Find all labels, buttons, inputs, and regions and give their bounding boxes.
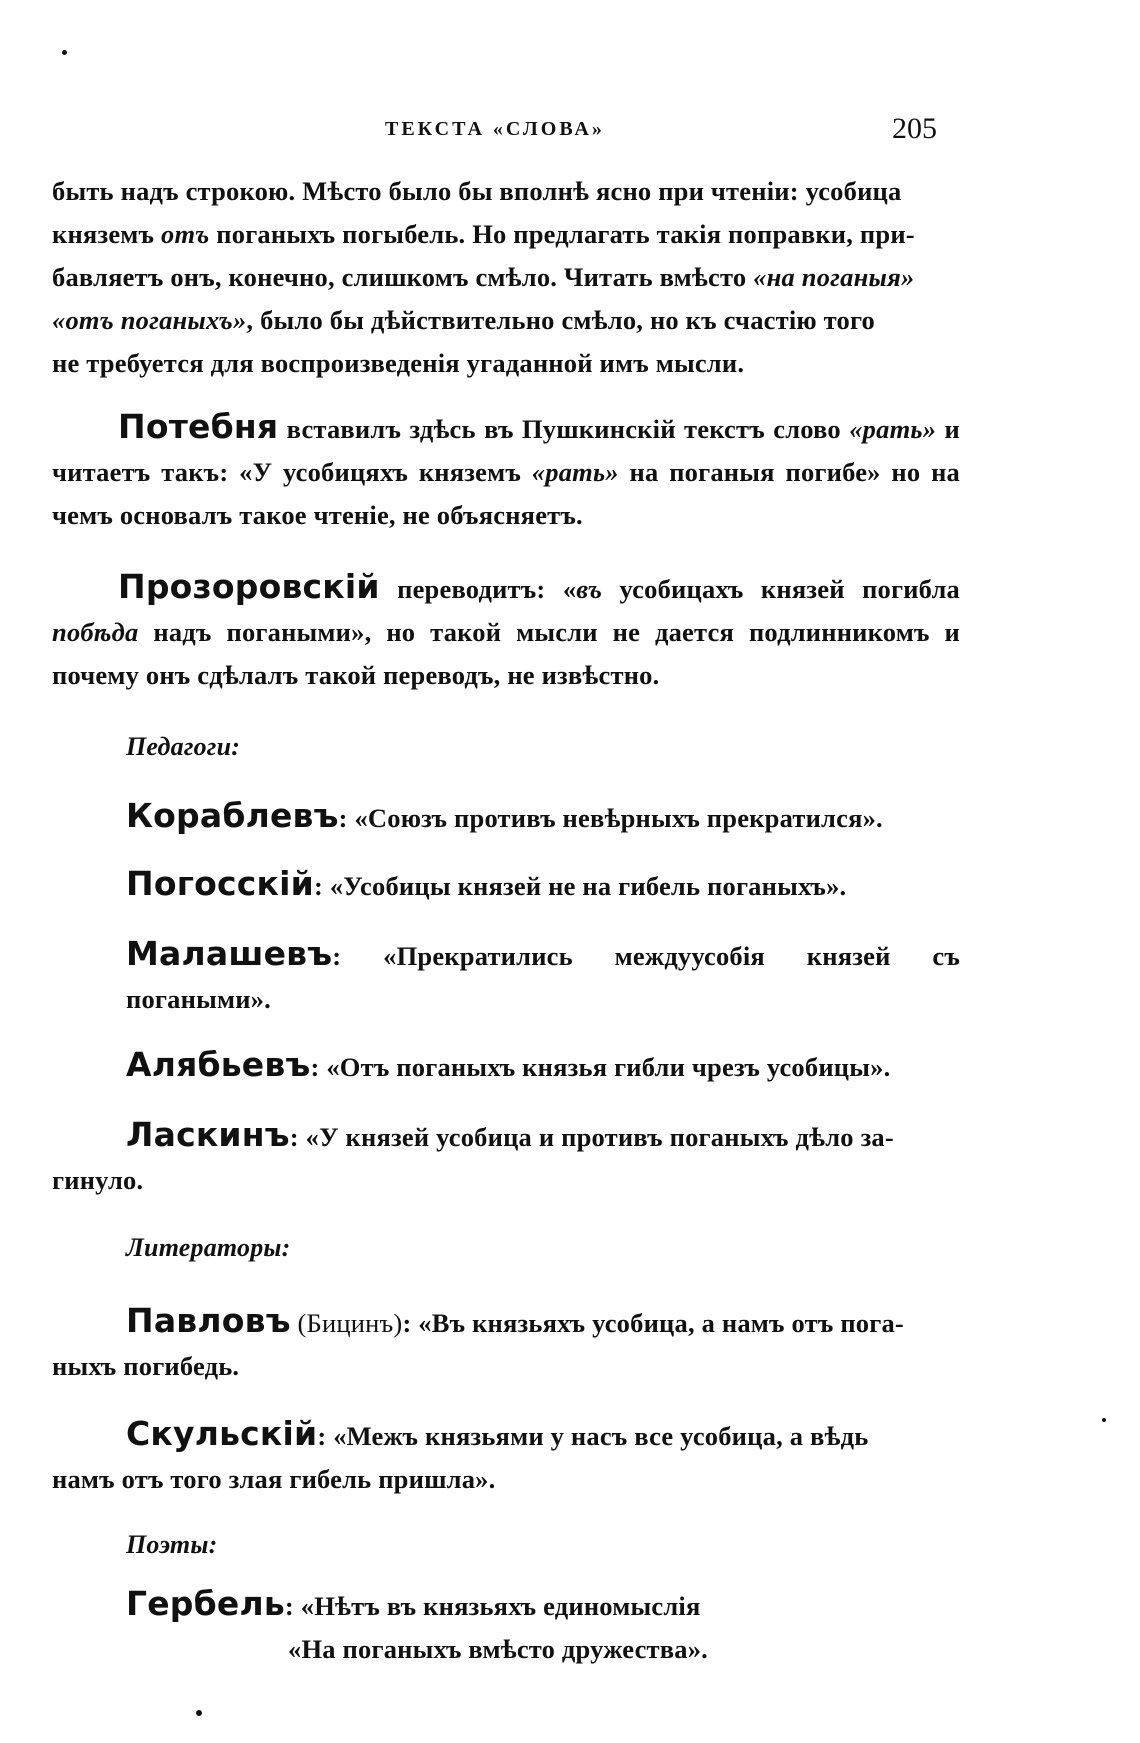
author-name: Алябьевъ <box>126 1045 311 1084</box>
text-line: не требуется для воспроизведенія угаданной имъ мысли. <box>52 348 745 378</box>
text-line: ныхъ погибедь. <box>52 1351 240 1381</box>
paragraph-prozorovsky: Прозоровскій переводитъ: «въ усобицахъ князей погибла побѣда надъ погаными», но такой мысли не дается подлинникомъ и почему онъ сдѣлалъ такой переводъ, не извѣстно. <box>52 567 960 690</box>
emphasis: «рать» <box>531 457 619 487</box>
text-line: бавляетъ онъ, конечно, слишкомъ смѣло. Читать вмѣсто «на поганыя» <box>52 262 915 292</box>
section-heading-pedagogues: Педагоги: <box>126 732 241 761</box>
author-name: Прозоровскій <box>118 567 380 606</box>
emphasis: «отъ поганыхъ» <box>52 305 247 335</box>
entry-pogossky: Погосскій: «Усобицы князей не на гибель поганыхъ». <box>126 864 847 903</box>
author-name: Павловъ <box>126 1301 291 1340</box>
emphasis: въ <box>576 574 603 604</box>
emphasis: «на поганыя» <box>753 262 915 292</box>
text-line: княземъ отъ поганыхъ погыбель. Но предлагать такія поправки, при- <box>52 219 915 249</box>
page-body <box>52 170 960 1671</box>
author-name: Гербель <box>126 1584 285 1623</box>
entry-korablev: Кораблевъ: «Союзъ противъ невѣрныхъ прекратился». <box>126 796 883 835</box>
running-title: ТЕКСТА «СЛОВА» <box>385 118 605 140</box>
ink-speck <box>62 50 67 55</box>
text-line: намъ отъ того злая гибель пришла». <box>52 1464 496 1494</box>
section-heading-poets: Поэты: <box>126 1530 218 1559</box>
emphasis: «рать» <box>849 414 937 444</box>
author-name: Погосскій <box>126 864 314 903</box>
entry-pavlov: Павловъ (Бицинъ): «Въ князьяхъ усобица, а намъ отъ пога- ныхъ погибедь. <box>52 1299 960 1388</box>
author-name: Скульскій <box>126 1414 318 1453</box>
text-line: гинуло. <box>52 1165 144 1195</box>
entry-gerbel: Гербель: «Нѣтъ въ князьяхъ единомыслія «На поганыхъ вмѣсто дружества». <box>52 1582 960 1671</box>
entry-malashev: Малашевъ: «Прекратились междуусобія князей съ погаными». <box>126 934 960 1014</box>
entry-laskin: Ласкинъ: «У князей усобица и противъ поганыхъ дѣло за- гинуло. <box>52 1113 960 1202</box>
section-heading-literators: Литераторы: <box>126 1233 291 1262</box>
paragraph-1 <box>52 170 960 385</box>
paragraph-potebnya: Потебня вставилъ здѣсь въ Пушкинскій текстъ слово «рать» и читаетъ такъ: «У усобицяхъ княземъ «рать» на поганыя погибе» но на чемъ основалъ такое чтеніе, не объясняетъ. <box>52 407 960 530</box>
verse-line: «На поганыхъ вмѣсто дружества». <box>288 1634 708 1664</box>
emphasis: отъ <box>161 219 210 249</box>
entry-skulsky: Скульскій: «Межъ князьями у насъ все усобица, а вѣдь намъ отъ того злая гибель пришла». <box>52 1412 960 1501</box>
author-name: Потебня <box>118 407 279 446</box>
text-line: быть надъ строкою. Мѣсто было бы вполнѣ ясно при чтеніи: усобица <box>52 176 902 206</box>
author-name: Малашевъ <box>126 934 333 973</box>
page-number: 205 <box>892 112 937 145</box>
emphasis: побѣда <box>52 617 139 647</box>
text-line: «отъ поганыхъ», было бы дѣйствительно смѣло, но къ счастію того <box>52 305 876 335</box>
ink-speck <box>196 1710 202 1716</box>
running-header <box>0 112 1140 152</box>
entry-alyabyev: Алябьевъ: «Отъ поганыхъ князья гибли чрезъ усобицы». <box>126 1045 891 1084</box>
ink-speck <box>1102 1418 1106 1422</box>
author-name: Кораблевъ <box>126 796 339 835</box>
author-name: Ласкинъ <box>126 1115 290 1154</box>
